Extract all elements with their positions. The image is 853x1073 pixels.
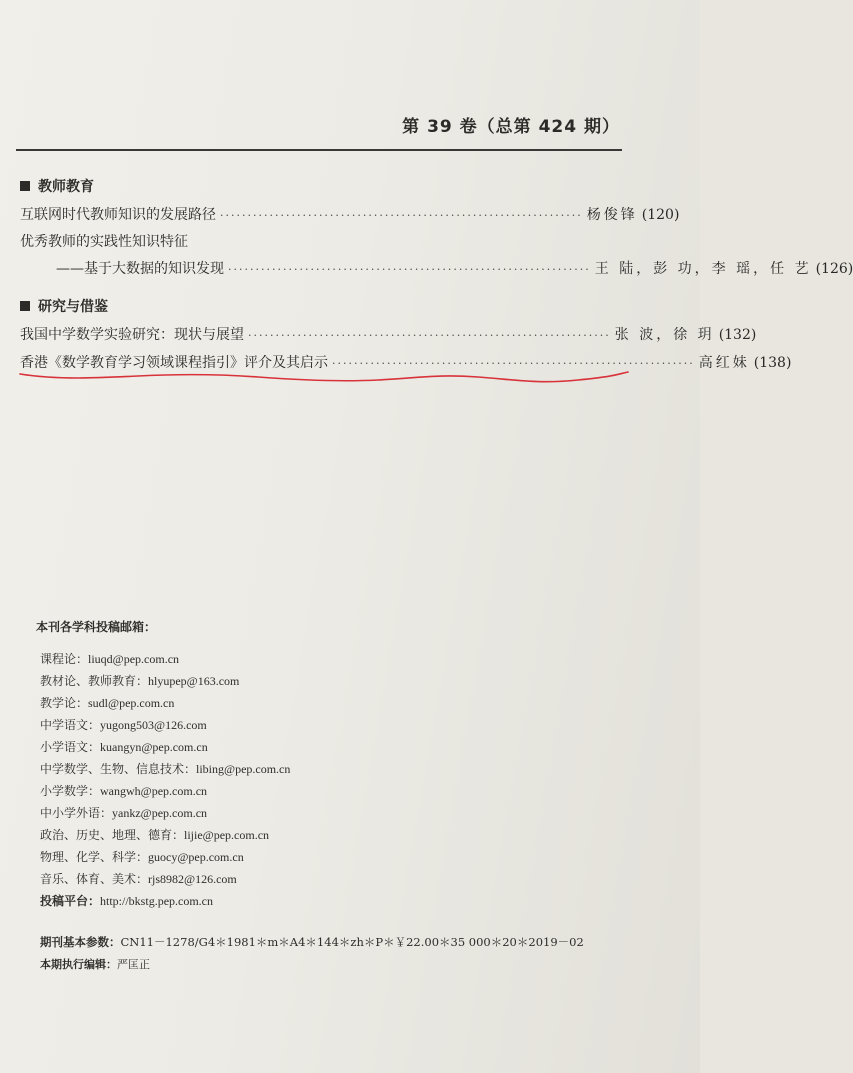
email-link[interactable]: libing@pep.com.cn (196, 762, 291, 776)
email-line: 中小学外语：yankz@pep.com.cn (40, 806, 208, 820)
email-link[interactable]: lijie@pep.com.cn (184, 828, 270, 842)
toc-entry-title[interactable]: 优秀教师的实践性知识特征 (20, 234, 188, 250)
email-line: 教学论：sudl@pep.com.cn (40, 696, 175, 710)
section-heading-teacher-education: 教师教育 (20, 176, 94, 196)
executive-editor: 本期执行编辑：严匡正 (40, 958, 150, 971)
email-line: 课程论：liuqd@pep.com.cn (40, 652, 180, 666)
email-line: 教材论、教师教育：hlyupep@163.com (40, 674, 240, 688)
volume-issue: 第 39 卷（总第 424 期） (402, 117, 620, 137)
toc-entry[interactable]: 我国中学数学实验研究：现状与展望 ·································································· 张 波，徐 玥 (132) (20, 327, 757, 343)
header-rule (16, 149, 622, 151)
email-link[interactable]: guocy@pep.com.cn (148, 850, 244, 864)
email-line: 政治、历史、地理、德育：lijie@pep.com.cn (40, 828, 270, 842)
platform-link[interactable]: http://bkstg.pep.com.cn (100, 894, 214, 908)
email-link[interactable]: kuangyn@pep.com.cn (100, 740, 208, 754)
email-line: 小学数学：wangwh@pep.com.cn (40, 784, 208, 798)
red-underline-mark (18, 368, 630, 388)
email-line: 物理、化学、科学：guocy@pep.com.cn (40, 850, 244, 864)
email-link[interactable]: sudl@pep.com.cn (88, 696, 175, 710)
email-link[interactable]: liuqd@pep.com.cn (88, 652, 180, 666)
toc-entry[interactable]: ——基于大数据的知识发现 ·································································· 王 陆，彭 功，李 瑶，任 艺 (126) (56, 261, 853, 277)
email-link[interactable]: wangwh@pep.com.cn (100, 784, 208, 798)
email-line: 中学数学、生物、信息技术：libing@pep.com.cn (40, 762, 291, 776)
email-link[interactable]: rjs8982@126.com (148, 872, 237, 886)
email-link[interactable]: yugong503@126.com (100, 718, 207, 732)
toc-entry-highlighted[interactable]: 香港《数学教育学习领域课程指引》评介及其启示 ·································································· 高红妹 (138) (20, 355, 792, 371)
section-heading-research: 研究与借鉴 (20, 296, 108, 316)
submission-title: 本刊各学科投稿邮箱： (36, 620, 157, 634)
email-line: 音乐、体育、美术：rjs8982@126.com (40, 872, 237, 886)
submission-platform: 投稿平台：http://bkstg.pep.com.cn (40, 894, 214, 908)
email-link[interactable]: hlyupep@163.com (148, 674, 240, 688)
journal-parameters: 期刊基本参数：CN11－1278/G4＊1981＊m＊A4＊144＊zh＊P＊￥22.00＊35 000＊20＊2019－02 (40, 935, 584, 949)
toc-entry[interactable]: 互联网时代教师知识的发展路径 ·································································· 杨俊锋 (120) (20, 207, 680, 223)
email-line: 小学语文：kuangyn@pep.com.cn (40, 740, 208, 754)
square-bullet-icon (20, 181, 30, 191)
email-line: 中学语文：yugong503@126.com (40, 718, 207, 732)
square-bullet-icon (20, 301, 30, 311)
email-link[interactable]: yankz@pep.com.cn (112, 806, 208, 820)
